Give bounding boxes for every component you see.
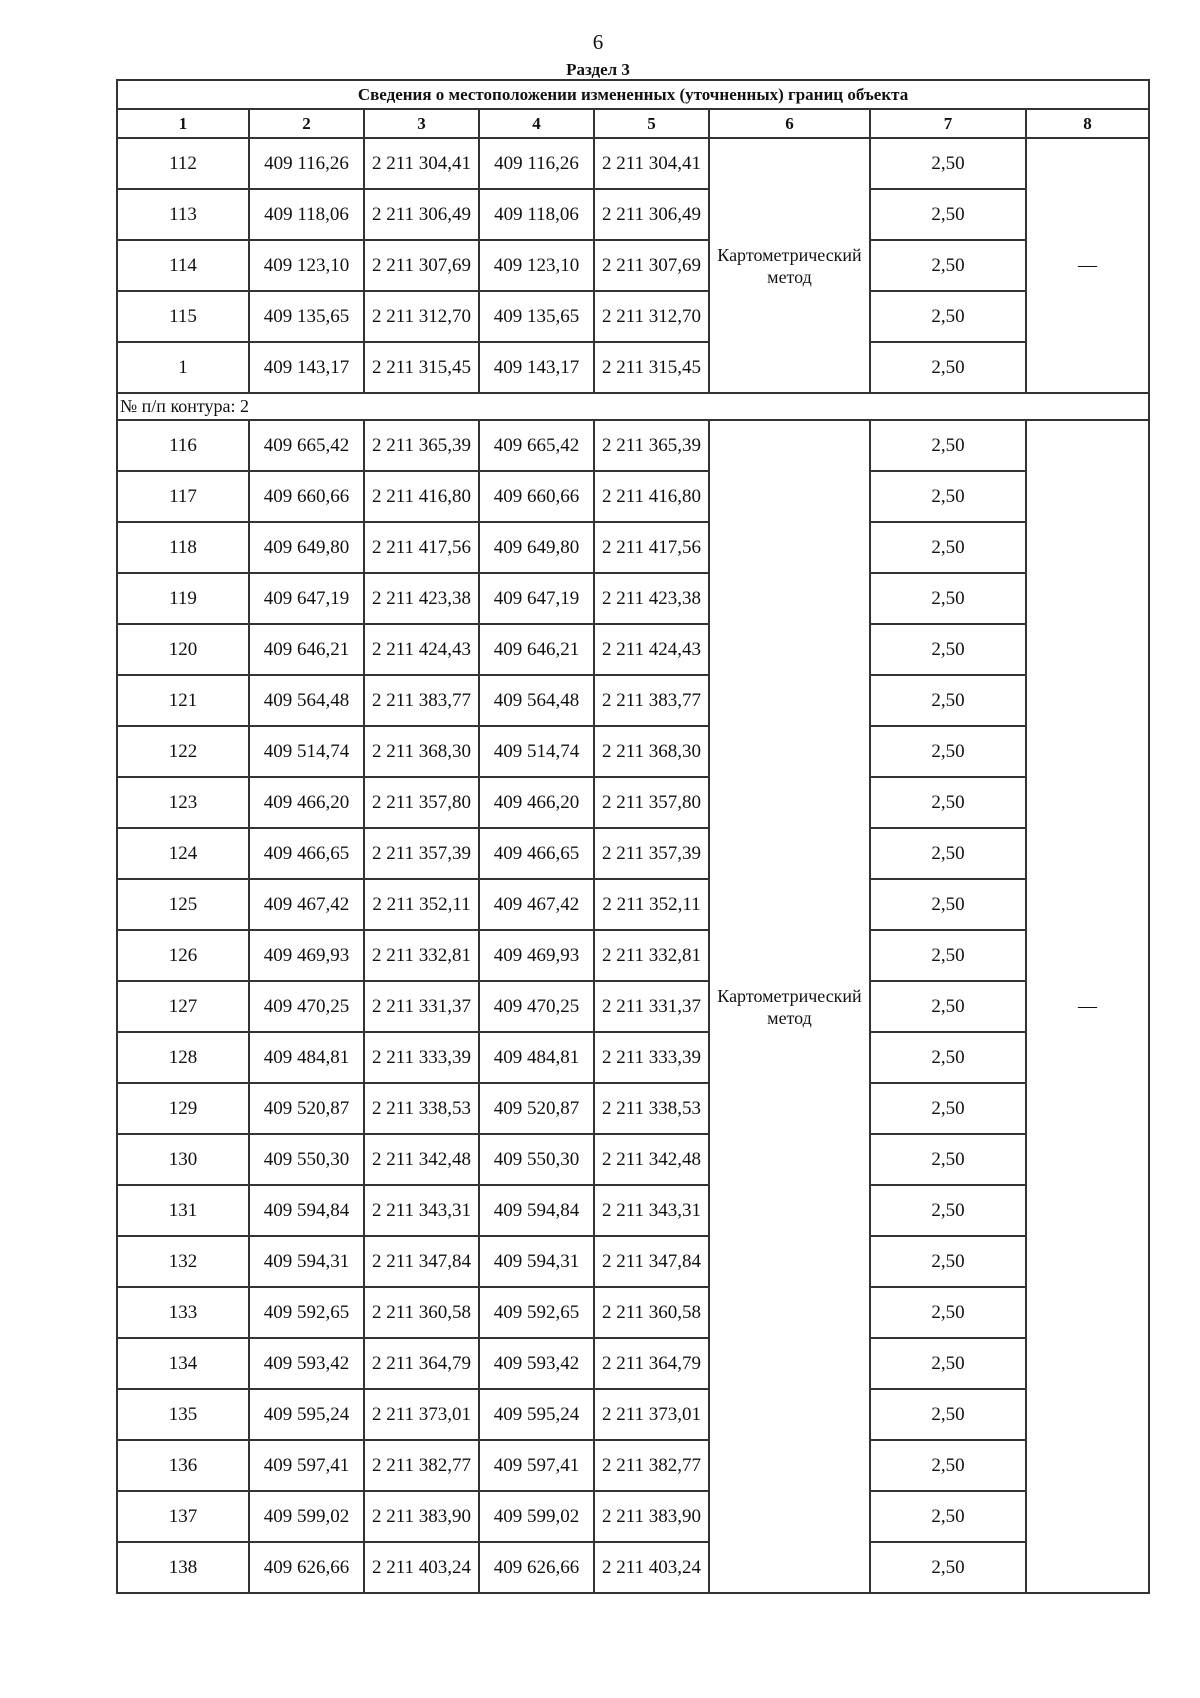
table-cell: 2 211 347,84 bbox=[364, 1236, 479, 1287]
table-row bbox=[117, 573, 1149, 624]
table-cell: 121 bbox=[117, 675, 249, 726]
method-cell: Картометрический метод bbox=[709, 420, 870, 1593]
table-cell: 2 211 403,24 bbox=[364, 1542, 479, 1593]
table-cell: 2 211 331,37 bbox=[594, 981, 709, 1032]
table-cell: 131 bbox=[117, 1185, 249, 1236]
table-row bbox=[117, 189, 1149, 240]
table-cell: 409 116,26 bbox=[479, 138, 594, 189]
table-cell: 409 123,10 bbox=[249, 240, 364, 291]
table-cell: 409 597,41 bbox=[249, 1440, 364, 1491]
table-cell: 125 bbox=[117, 879, 249, 930]
table-row bbox=[117, 675, 1149, 726]
table-cell: 116 bbox=[117, 420, 249, 471]
table-cell: 409 469,93 bbox=[249, 930, 364, 981]
table-cell: 2 211 357,39 bbox=[594, 828, 709, 879]
table-row bbox=[117, 471, 1149, 522]
accuracy-cell: 2,50 bbox=[870, 675, 1026, 726]
table-cell: 118 bbox=[117, 522, 249, 573]
table-cell: 409 514,74 bbox=[479, 726, 594, 777]
table-cell: 409 143,17 bbox=[249, 342, 364, 393]
table-cell: 409 550,30 bbox=[479, 1134, 594, 1185]
column-number: 5 bbox=[594, 109, 709, 138]
table-cell: 409 646,21 bbox=[249, 624, 364, 675]
table-cell: 409 520,87 bbox=[479, 1083, 594, 1134]
accuracy-cell: 2,50 bbox=[870, 240, 1026, 291]
accuracy-cell: 2,50 bbox=[870, 420, 1026, 471]
accuracy-cell: 2,50 bbox=[870, 879, 1026, 930]
accuracy-cell: 2,50 bbox=[870, 1083, 1026, 1134]
table-cell: 2 211 368,30 bbox=[594, 726, 709, 777]
table-cell: 2 211 342,48 bbox=[364, 1134, 479, 1185]
table-row bbox=[117, 1338, 1149, 1389]
table-cell: 2 211 382,77 bbox=[364, 1440, 479, 1491]
table-cell: 2 211 383,77 bbox=[594, 675, 709, 726]
table-cell: 2 211 424,43 bbox=[364, 624, 479, 675]
table-cell: 133 bbox=[117, 1287, 249, 1338]
table-row bbox=[117, 624, 1149, 675]
table-row bbox=[117, 777, 1149, 828]
table-cell: 2 211 368,30 bbox=[364, 726, 479, 777]
table-cell: 409 595,24 bbox=[479, 1389, 594, 1440]
table-cell: 409 594,31 bbox=[249, 1236, 364, 1287]
table-cell: 2 211 306,49 bbox=[364, 189, 479, 240]
table-cell: 2 211 306,49 bbox=[594, 189, 709, 240]
column-number: 2 bbox=[249, 109, 364, 138]
table-cell: 2 211 416,80 bbox=[364, 471, 479, 522]
table-cell: 2 211 352,11 bbox=[364, 879, 479, 930]
accuracy-cell: 2,50 bbox=[870, 981, 1026, 1032]
table-row bbox=[117, 1134, 1149, 1185]
table-cell: 409 649,80 bbox=[249, 522, 364, 573]
table-cell: 134 bbox=[117, 1338, 249, 1389]
accuracy-cell: 2,50 bbox=[870, 1491, 1026, 1542]
accuracy-cell: 2,50 bbox=[870, 1236, 1026, 1287]
accuracy-cell: 2,50 bbox=[870, 522, 1026, 573]
note-cell: — bbox=[1026, 420, 1149, 1593]
contour-label: № п/п контура: 2 bbox=[117, 393, 1149, 420]
table-caption-row bbox=[117, 80, 1149, 109]
contour-label-row bbox=[117, 393, 1149, 420]
table-cell: 409 665,42 bbox=[479, 420, 594, 471]
table-cell: 409 592,65 bbox=[249, 1287, 364, 1338]
table-cell: 122 bbox=[117, 726, 249, 777]
table-cell: 2 211 382,77 bbox=[594, 1440, 709, 1491]
table-cell: 119 bbox=[117, 573, 249, 624]
table-cell: 409 647,19 bbox=[249, 573, 364, 624]
table-cell: 2 211 332,81 bbox=[594, 930, 709, 981]
table-cell: 137 bbox=[117, 1491, 249, 1542]
table-cell: 2 211 312,70 bbox=[364, 291, 479, 342]
column-number: 8 bbox=[1026, 109, 1149, 138]
table-cell: 132 bbox=[117, 1236, 249, 1287]
table-row bbox=[117, 1389, 1149, 1440]
table-cell: 2 211 315,45 bbox=[594, 342, 709, 393]
table-cell: 2 211 417,56 bbox=[364, 522, 479, 573]
table-cell: 2 211 357,80 bbox=[594, 777, 709, 828]
table-cell: 126 bbox=[117, 930, 249, 981]
table-row bbox=[117, 726, 1149, 777]
table-cell: 409 135,65 bbox=[479, 291, 594, 342]
column-number: 6 bbox=[709, 109, 870, 138]
table-cell: 409 467,42 bbox=[479, 879, 594, 930]
table-row bbox=[117, 1440, 1149, 1491]
accuracy-cell: 2,50 bbox=[870, 189, 1026, 240]
table-caption: Сведения о местоположении измененных (уточненных) границ объекта bbox=[117, 80, 1149, 109]
table-row bbox=[117, 1491, 1149, 1542]
table-cell: 2 211 423,38 bbox=[594, 573, 709, 624]
table-cell: 2 211 423,38 bbox=[364, 573, 479, 624]
column-number: 1 bbox=[117, 109, 249, 138]
note-cell: — bbox=[1026, 138, 1149, 393]
accuracy-cell: 2,50 bbox=[870, 471, 1026, 522]
accuracy-cell: 2,50 bbox=[870, 1134, 1026, 1185]
table-cell: 114 bbox=[117, 240, 249, 291]
column-number: 3 bbox=[364, 109, 479, 138]
accuracy-cell: 2,50 bbox=[870, 1542, 1026, 1593]
table-cell: 409 470,25 bbox=[249, 981, 364, 1032]
table-cell: 2 211 304,41 bbox=[594, 138, 709, 189]
table-row bbox=[117, 981, 1149, 1032]
table-cell: 409 484,81 bbox=[249, 1032, 364, 1083]
boundary-table bbox=[116, 79, 1150, 1594]
table-row bbox=[117, 1287, 1149, 1338]
table-row bbox=[117, 342, 1149, 393]
table-cell: 409 595,24 bbox=[249, 1389, 364, 1440]
table-cell: 409 626,66 bbox=[479, 1542, 594, 1593]
table-cell: 409 597,41 bbox=[479, 1440, 594, 1491]
table-cell: 2 211 338,53 bbox=[364, 1083, 479, 1134]
table-cell: 2 211 364,79 bbox=[594, 1338, 709, 1389]
table-cell: 409 646,21 bbox=[479, 624, 594, 675]
accuracy-cell: 2,50 bbox=[870, 930, 1026, 981]
table-cell: 117 bbox=[117, 471, 249, 522]
table-cell: 2 211 364,79 bbox=[364, 1338, 479, 1389]
column-number: 4 bbox=[479, 109, 594, 138]
table-cell: 2 211 424,43 bbox=[594, 624, 709, 675]
table-cell: 2 211 332,81 bbox=[364, 930, 479, 981]
table-cell: 129 bbox=[117, 1083, 249, 1134]
table-cell: 409 647,19 bbox=[479, 573, 594, 624]
section-title: Раздел 3 bbox=[566, 60, 630, 79]
table-row bbox=[117, 930, 1149, 981]
table-cell: 409 599,02 bbox=[249, 1491, 364, 1542]
table-row bbox=[117, 1236, 1149, 1287]
table-cell: 2 211 357,80 bbox=[364, 777, 479, 828]
table-cell: 2 211 338,53 bbox=[594, 1083, 709, 1134]
table-cell: 1 bbox=[117, 342, 249, 393]
table-row bbox=[117, 138, 1149, 189]
table-cell: 2 211 403,24 bbox=[594, 1542, 709, 1593]
table-cell: 2 211 357,39 bbox=[364, 828, 479, 879]
table-cell: 2 211 365,39 bbox=[594, 420, 709, 471]
table-cell: 2 211 342,48 bbox=[594, 1134, 709, 1185]
table-cell: 2 211 373,01 bbox=[594, 1389, 709, 1440]
table-cell: 2 211 383,90 bbox=[594, 1491, 709, 1542]
table-cell: 138 bbox=[117, 1542, 249, 1593]
table-row bbox=[117, 879, 1149, 930]
table-cell: 2 211 333,39 bbox=[594, 1032, 709, 1083]
table-cell: 409 470,25 bbox=[479, 981, 594, 1032]
table-cell: 127 bbox=[117, 981, 249, 1032]
accuracy-cell: 2,50 bbox=[870, 1287, 1026, 1338]
table-cell: 2 211 383,90 bbox=[364, 1491, 479, 1542]
column-number-row bbox=[117, 109, 1149, 138]
table-cell: 2 211 365,39 bbox=[364, 420, 479, 471]
table-row bbox=[117, 522, 1149, 573]
table-cell: 2 211 312,70 bbox=[594, 291, 709, 342]
table-cell: 409 649,80 bbox=[479, 522, 594, 573]
table-cell: 409 564,48 bbox=[249, 675, 364, 726]
table-cell: 113 bbox=[117, 189, 249, 240]
table-cell: 2 211 352,11 bbox=[594, 879, 709, 930]
table-cell: 120 bbox=[117, 624, 249, 675]
table-cell: 135 bbox=[117, 1389, 249, 1440]
table-cell: 409 593,42 bbox=[479, 1338, 594, 1389]
table-row bbox=[117, 291, 1149, 342]
table-cell: 2 211 373,01 bbox=[364, 1389, 479, 1440]
table-cell: 2 211 307,69 bbox=[594, 240, 709, 291]
table-cell: 409 594,31 bbox=[479, 1236, 594, 1287]
accuracy-cell: 2,50 bbox=[870, 291, 1026, 342]
table-cell: 2 211 331,37 bbox=[364, 981, 479, 1032]
table-cell: 123 bbox=[117, 777, 249, 828]
table-cell: 409 520,87 bbox=[249, 1083, 364, 1134]
accuracy-cell: 2,50 bbox=[870, 726, 1026, 777]
table-cell: 2 211 417,56 bbox=[594, 522, 709, 573]
table-cell: 124 bbox=[117, 828, 249, 879]
table-cell: 128 bbox=[117, 1032, 249, 1083]
accuracy-cell: 2,50 bbox=[870, 1440, 1026, 1491]
table-cell: 409 599,02 bbox=[479, 1491, 594, 1542]
accuracy-cell: 2,50 bbox=[870, 342, 1026, 393]
table-row bbox=[117, 240, 1149, 291]
table-cell: 409 665,42 bbox=[249, 420, 364, 471]
table-cell: 136 bbox=[117, 1440, 249, 1491]
table-cell: 409 626,66 bbox=[249, 1542, 364, 1593]
table-cell: 2 211 343,31 bbox=[594, 1185, 709, 1236]
table-cell: 409 660,66 bbox=[479, 471, 594, 522]
table-cell: 409 466,65 bbox=[249, 828, 364, 879]
table-cell: 2 211 383,77 bbox=[364, 675, 479, 726]
accuracy-cell: 2,50 bbox=[870, 624, 1026, 675]
table-cell: 409 116,26 bbox=[249, 138, 364, 189]
table-cell: 409 550,30 bbox=[249, 1134, 364, 1185]
table-cell: 2 211 307,69 bbox=[364, 240, 479, 291]
table-row bbox=[117, 1083, 1149, 1134]
accuracy-cell: 2,50 bbox=[870, 1032, 1026, 1083]
table-cell: 409 594,84 bbox=[249, 1185, 364, 1236]
table-row bbox=[117, 828, 1149, 879]
table-cell: 409 118,06 bbox=[479, 189, 594, 240]
table-cell: 112 bbox=[117, 138, 249, 189]
accuracy-cell: 2,50 bbox=[870, 1185, 1026, 1236]
accuracy-cell: 2,50 bbox=[870, 1389, 1026, 1440]
page-number: 6 bbox=[592, 30, 604, 54]
table-cell: 409 466,20 bbox=[249, 777, 364, 828]
table-cell: 409 592,65 bbox=[479, 1287, 594, 1338]
column-number: 7 bbox=[870, 109, 1026, 138]
table-cell: 409 135,65 bbox=[249, 291, 364, 342]
accuracy-cell: 2,50 bbox=[870, 573, 1026, 624]
table-cell: 409 514,74 bbox=[249, 726, 364, 777]
table-cell: 2 211 347,84 bbox=[594, 1236, 709, 1287]
table-cell: 409 593,42 bbox=[249, 1338, 364, 1389]
table-cell: 2 211 304,41 bbox=[364, 138, 479, 189]
table-row bbox=[117, 420, 1149, 471]
table-cell: 409 484,81 bbox=[479, 1032, 594, 1083]
table-cell: 409 594,84 bbox=[479, 1185, 594, 1236]
table-cell: 2 211 360,58 bbox=[594, 1287, 709, 1338]
table-cell: 2 211 360,58 bbox=[364, 1287, 479, 1338]
table-cell: 409 660,66 bbox=[249, 471, 364, 522]
table-cell: 2 211 416,80 bbox=[594, 471, 709, 522]
accuracy-cell: 2,50 bbox=[870, 777, 1026, 828]
accuracy-cell: 2,50 bbox=[870, 1338, 1026, 1389]
table-cell: 130 bbox=[117, 1134, 249, 1185]
table-cell: 2 211 315,45 bbox=[364, 342, 479, 393]
table-row bbox=[117, 1185, 1149, 1236]
table-cell: 2 211 333,39 bbox=[364, 1032, 479, 1083]
table-row bbox=[117, 1542, 1149, 1593]
accuracy-cell: 2,50 bbox=[870, 828, 1026, 879]
table-cell: 409 469,93 bbox=[479, 930, 594, 981]
table-cell: 409 466,20 bbox=[479, 777, 594, 828]
table-cell: 115 bbox=[117, 291, 249, 342]
table-cell: 409 118,06 bbox=[249, 189, 364, 240]
table-cell: 409 123,10 bbox=[479, 240, 594, 291]
table-cell: 409 466,65 bbox=[479, 828, 594, 879]
table-cell: 2 211 343,31 bbox=[364, 1185, 479, 1236]
table-cell: 409 467,42 bbox=[249, 879, 364, 930]
method-cell: Картометрический метод bbox=[709, 138, 870, 393]
table-cell: 409 564,48 bbox=[479, 675, 594, 726]
table-row bbox=[117, 1032, 1149, 1083]
table-cell: 409 143,17 bbox=[479, 342, 594, 393]
accuracy-cell: 2,50 bbox=[870, 138, 1026, 189]
